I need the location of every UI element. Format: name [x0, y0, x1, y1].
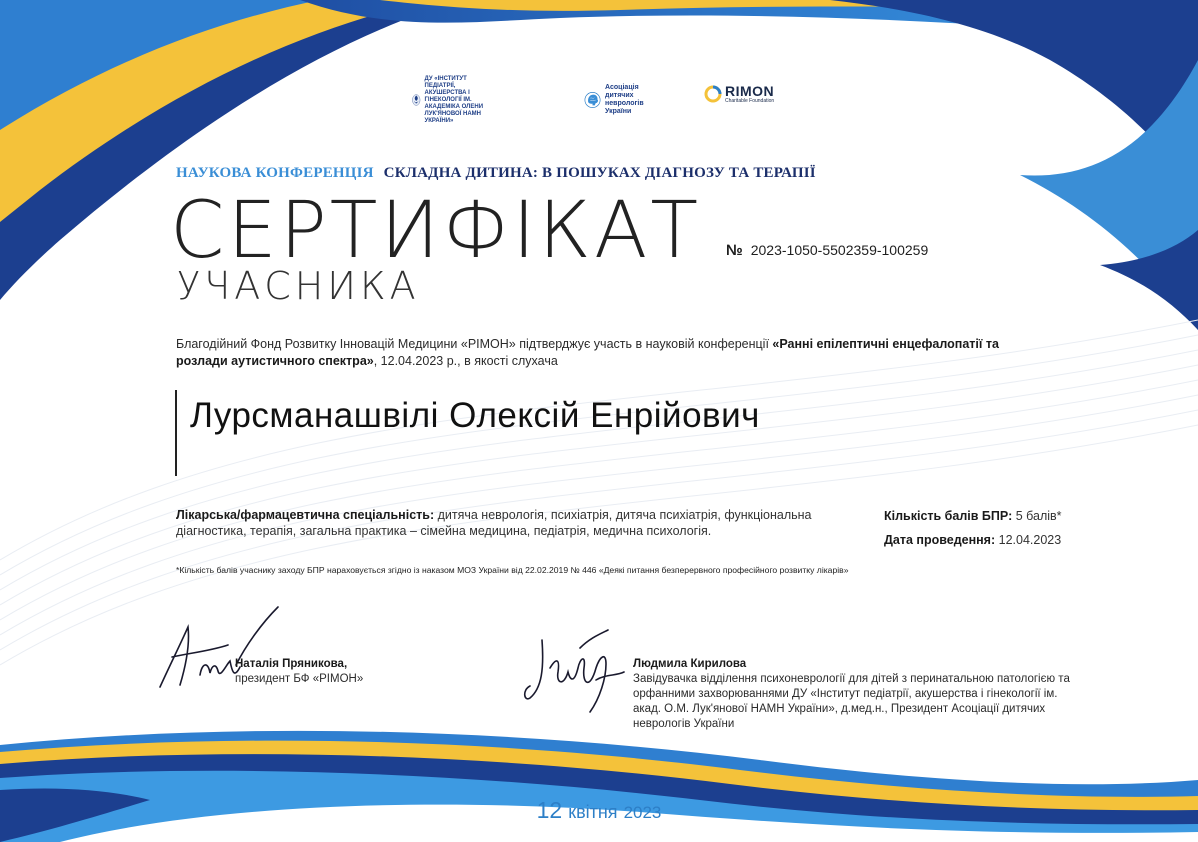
statement-text — [176, 336, 1036, 370]
bottom-date-year: 2023 — [623, 803, 662, 822]
event-name: «Ранні епілептичні енцефалопатії та розлади аутистичного спектра» — [176, 337, 999, 368]
certificate-title: СЕРТИФІКАТ — [170, 186, 701, 276]
specialty-value: дитяча неврологія, психіатрія, дитяча психіатрія, функціональна діагностика, терапія, загальна практика – сімейна медицина, педіатрія, медична психологія. — [176, 508, 812, 538]
signer-2-title: Завідувачка відділення психоневрології для дітей з перинатальною патологією та орфанними захворюваннями ДУ «Інститут педіатрії, акушерства і гінекології ім. акад. О.М. Лук'янової НАМН України», д.мед.н., Президент Асоціації дитячих неврологів України — [633, 673, 1070, 730]
association-logo — [584, 74, 665, 126]
certificate-number — [726, 242, 928, 259]
rimon-subtitle: Charitable Foundation — [724, 98, 775, 104]
number-value: 2023-1050-5502359-100259 — [750, 242, 929, 258]
bottom-date — [0, 797, 1198, 824]
points-info — [884, 509, 1062, 523]
statement-before: Благодійний Фонд Розвитку Інновацій Медицини «РІМОН» підтверджує участь в науковій конференції — [176, 337, 773, 351]
specialty-text — [176, 507, 851, 539]
footnote: *Кількість балів учаснику заходу БПР нараховується згідно із наказом МОЗ України від 22.02.2019 № 446 «Деякі питання безперервного професійного розвитку лікарів» — [176, 565, 849, 575]
signer-1-title: президент БФ «РІМОН» — [235, 673, 364, 685]
specialty-label: Лікарська/фармацевтична спеціальність: — [176, 508, 435, 522]
signature-2-icon — [520, 628, 630, 718]
conference-line — [176, 165, 816, 182]
date-held-value: 12.04.2023 — [995, 533, 1062, 547]
institute-name: ДУ «ІНСТИТУТ ПЕДІАТРІЇ, АКУШЕРСТВА І ГІНЕКОЛОГІЇ ІМ. АКАДЕМІКА ОЛЕНИ ЛУК'ЯНОВОЇ НАМН УКРАЇНИ» — [424, 75, 484, 124]
association-name: Асоціація дитячих неврологів України — [605, 84, 644, 115]
bottom-date-day: 12 — [536, 797, 563, 823]
name-accent-bar — [175, 390, 177, 476]
points-value: 5 балів* — [1012, 509, 1062, 523]
signer-2 — [633, 657, 1073, 732]
crest-icon — [412, 74, 421, 126]
conference-label: НАУКОВА КОНФЕРЕНЦІЯ — [176, 165, 374, 181]
statement-after: , 12.04.2023 р., в якості слухача — [373, 354, 558, 368]
points-label: Кількість балів БПР: — [884, 509, 1013, 523]
date-held-info — [884, 533, 1061, 547]
date-held-label: Дата проведення: — [884, 533, 996, 547]
bottom-date-month: квітня — [568, 802, 618, 822]
conference-title: СКЛАДНА ДИТИНА: В ПОШУКАХ ДІАГНОЗУ ТА ТЕРАПІЇ — [383, 165, 816, 181]
signer-2-name: Людмила Кирилова — [633, 658, 747, 670]
certificate-subtitle: УЧАСНИКА — [177, 264, 420, 308]
participant-name: Лурсманашвілі Олексій Енрійович — [190, 396, 760, 435]
brain-icon — [584, 74, 601, 126]
signature-1-icon — [150, 605, 280, 705]
rimon-ring-icon — [704, 85, 722, 103]
signer-1 — [235, 657, 435, 687]
signer-1-name: Наталія Пряникова, — [235, 658, 348, 670]
number-sign: № — [726, 242, 743, 259]
rimon-name: RIMON — [724, 83, 775, 99]
rimon-logo — [704, 84, 774, 104]
institute-logo — [412, 74, 496, 126]
